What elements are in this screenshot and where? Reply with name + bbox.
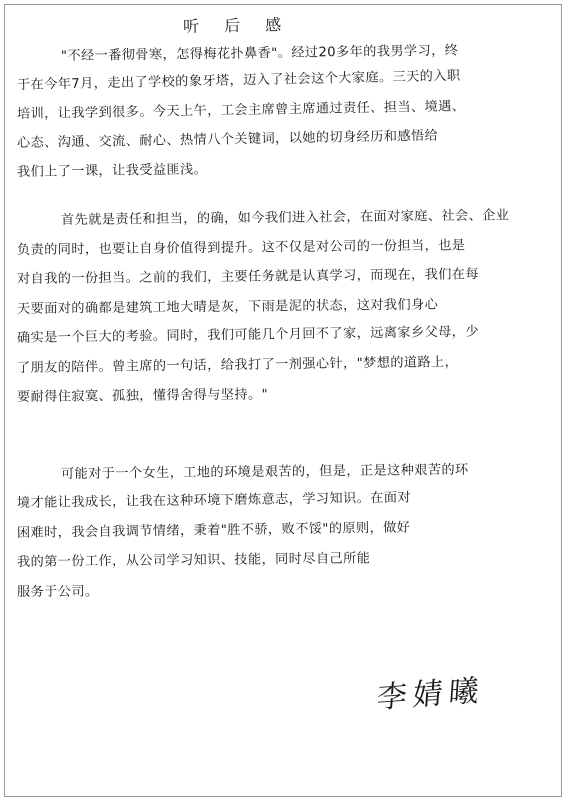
text-line: 困难时，我会自我调节情绪，秉着"胜不骄，败不馁"的原则，做好 bbox=[16, 520, 411, 541]
text-line: "不经一番彻骨寒，怎得梅花扑鼻香"。经过20多年的我男学习，终 bbox=[60, 43, 459, 64]
text-line: 了朋友的陪伴。曾主席的一句话，给我打了一剂强心针，"梦想的道路上， bbox=[16, 354, 459, 376]
text-line: 培训，让我学到很多。今天上午，工会主席曾主席通过责任、担当、境遇、 bbox=[16, 99, 466, 122]
text-line: 我们上了一课，让我受益匪浅。 bbox=[16, 162, 208, 180]
text-line: 于在今年7月，走出了学校的象牙塔，迈入了社会这个大家庭。三天的入职 bbox=[16, 68, 461, 93]
text-line: 天要面对的确都是建筑工地大晴是灰，下雨是泥的状态，这对我们身心 bbox=[16, 297, 439, 317]
text-line: 境才能让我成长，让我在这种环境下磨炼意志，学习知识。在面对 bbox=[16, 490, 412, 511]
text-line: 首先就是责任和担当，的确，如今我们进入社会，在面对家庭、社会、企业 bbox=[60, 208, 510, 228]
text-line: 确实是一个巨大的考验。同时，我们可能几个月回不了家，远离家乡父母，少 bbox=[16, 324, 480, 346]
text-line: 心态、沟通、交流、耐心、热情八个关键词，以她的切身经历和感悟给 bbox=[16, 128, 439, 151]
text-line: 可能对于一个女生，工地的环境是艰苦的，但是，正是这种艰苦的环 bbox=[60, 462, 469, 482]
letter-page bbox=[4, 4, 562, 797]
text-line: 负责的同时，也要让自身价值得到提升。这不仅是对公司的一份担当，也是 bbox=[16, 238, 466, 258]
document-title: 听 后 感 bbox=[182, 15, 292, 36]
handwritten-signature: 李婧曦 bbox=[375, 673, 486, 716]
text-line: 我的第一份工作，从公司学习知识、技能，同时尽自己所能 bbox=[16, 551, 371, 570]
text-line: 对自我的一份担当。之前的我们，主要任务就是认真学习，而现在，我们在每 bbox=[16, 267, 480, 287]
text-line: 服务于公司。 bbox=[16, 584, 99, 600]
text-line: 要耐得住寂寞、孤独，懂得舍得与坚持。" bbox=[16, 387, 269, 405]
